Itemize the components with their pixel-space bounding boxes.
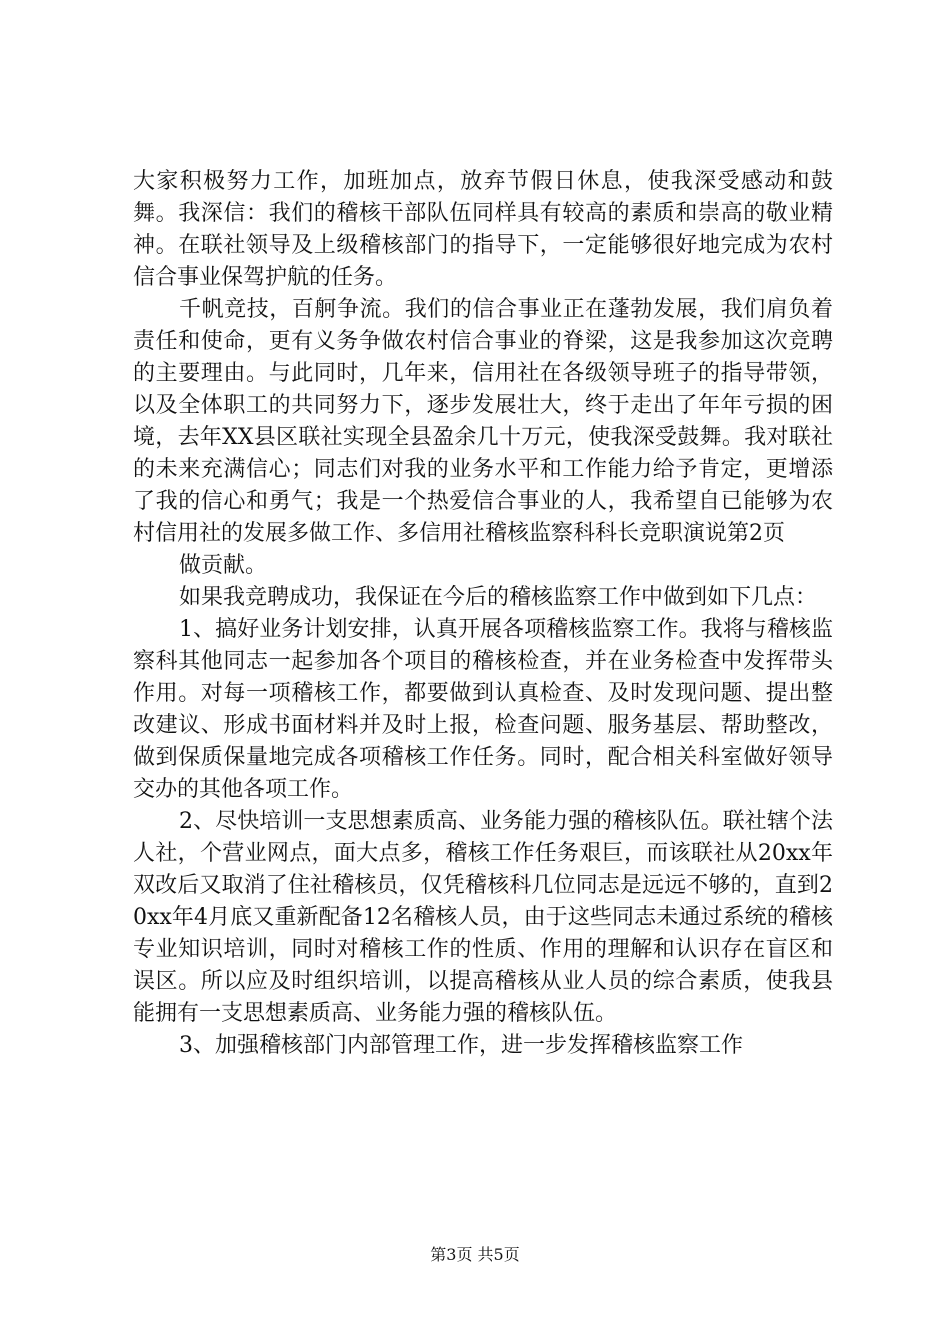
paragraph-3: 做贡献。 [179, 553, 268, 578]
document-body [133, 166, 833, 1062]
paragraph-4: 如果我竞聘成功，我保证在今后的稽核监察工作中做到如下几点： [179, 585, 818, 610]
paragraph-7: 3、加强稽核部门内部管理工作，进一步发挥稽核监察工作 [179, 1033, 743, 1058]
paragraph-5: 1、搞好业务计划安排，认真开展各项稽核监察工作。我将与稽核监察科其他同志一起参加各个项目的稽核检查，并在业务检查中发挥带头作用。对每一项稽核工作，都要做到认真检查、及时发现问题、提出整改建议、形成书面材料并及时上报，检查问题、服务基层、帮助整改，做到保质保量地完成各项稽核工作任务。同时，配合相关科室做好领导交办的其他各项工作。 [133, 617, 833, 802]
paragraph-2: 千帆竞技，百舸争流。我们的信合事业正在蓬勃发展，我们肩负着责任和使命，更有义务争做农村信合事业的脊梁，这是我参加这次竞聘的主要理由。与此同时，几年来，信用社在各级领导班子的指导带领，以及全体职工的共同努力下，逐步发展壮大，终于走出了年年亏损的困境，去年XX县区联社实现全县盈余几十万元，使我深受鼓舞。我对联社的未来充满信心；同志们对我的业务水平和工作能力给予肯定，更增添了我的信心和勇气；我是一个热爱信合事业的人，我希望自已能够为农村信用社的发展多做工作、多信用社稽核监察科科长竞职演说第2页 [133, 297, 833, 546]
page-footer: 第3页 共5页 [430, 1245, 520, 1264]
paragraph-1: 大家积极努力工作，加班加点，放弃节假日休息，使我深受感动和鼓舞。我深信：我们的稽核干部队伍同样具有较高的素质和崇高的敬业精神。在联社领导及上级稽核部门的指导下，一定能够很好地完成为农村信合事业保驾护航的任务。 [133, 169, 833, 290]
paragraph-6: 2、尽快培训一支思想素质高、业务能力强的稽核队伍。联社辖个法人社，个营业网点，面大点多，稽核工作任务艰巨，而该联社从20xx年双改后又取消了住社稽核员，仅凭稽核科几位同志是远远不够的，直到20xx年4月底又重新配备12名稽核人员，由于这些同志未通过系统的稽核专业知识培训，同时对稽核工作的性质、作用的理解和认识存在盲区和误区。所以应及时组织培训，以提高稽核从业人员的综合素质，使我县能拥有一支思想素质高、业务能力强的稽核队伍。 [133, 809, 833, 1026]
